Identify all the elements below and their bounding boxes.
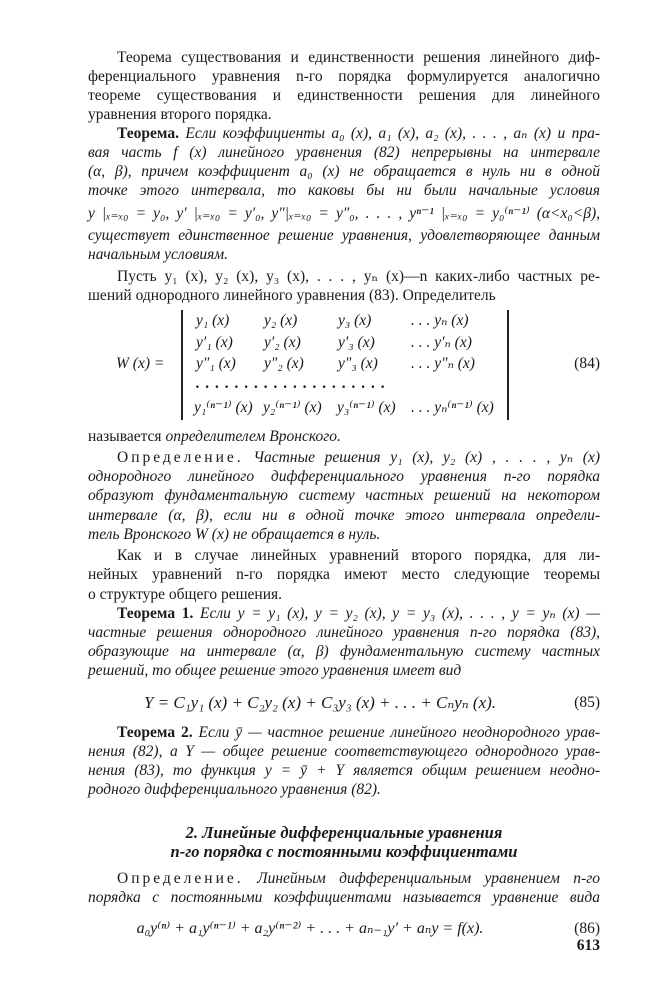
text-line: ференциального уравнения n-го порядка формулируется аналогично — [88, 68, 600, 85]
equation-number: (85) — [574, 694, 600, 711]
wronskian-lhs: W (x) = — [116, 355, 165, 372]
text-line: интервале (α, β), если ни в одной точке этого интервала определи- — [88, 507, 600, 524]
determinant-bar-right — [507, 310, 509, 420]
theorem-text: Если коэффициенты a₀ (x), a₁ (x), a₂ (x), . . . , aₙ (x) и пра- — [185, 125, 601, 142]
heading-line: n-го порядка с постоянными коэффициентами — [170, 842, 518, 861]
matrix-cell: y′₁ (x) — [196, 334, 233, 351]
text-line: решений, то общее решение этого уравнения имеет вид — [88, 662, 462, 679]
text-line: однородного линейного дифференциального уравнения n-го порядка — [88, 468, 600, 485]
equation-number: (86) — [574, 920, 600, 937]
text-line: нения (82), а Y — общее решение соответствующего однородного урав- — [88, 743, 600, 760]
text-line: Теорема существования и единственности решения линейного диф- — [117, 49, 600, 66]
theorem-text: Если y = y₁ (x), y = y₂ (x), y = y₃ (x), . . . , y = yₙ (x) — — [200, 605, 600, 622]
determinant-bar-left — [181, 310, 183, 420]
matrix-cell: y₁ (x) — [196, 312, 230, 329]
matrix-cell: . . . yₙ⁽ⁿ⁻¹⁾ (x) — [411, 399, 494, 416]
text-line: о структуре общего решения. — [88, 586, 282, 603]
definition-label: Определение. — [117, 449, 244, 466]
page-number: 613 — [576, 937, 600, 954]
text-line: (α, β), причем коэффициент a₀ (x) не обращается в нуль ни в одной — [88, 163, 600, 180]
text-line: образующие на интервале (α, β) фундаментальную систему частных — [88, 643, 600, 660]
matrix-cell: y₃ (x) — [338, 312, 372, 329]
matrix-cell: y₂ (x) — [264, 312, 298, 329]
matrix-cell: y′₃ (x) — [338, 334, 375, 351]
text-line: вая часть f (x) линейного уравнения (82) непрерывны на интервале — [88, 144, 600, 161]
definition-label: Определение. — [117, 870, 244, 887]
text-line: существует единственное решение уравнения, удовлетворяющее данным — [88, 227, 600, 244]
initial-conditions-formula: y |ₓ₌ₓ₀ = y₀, y′ |ₓ₌ₓ₀ = y′₀, y″|ₓ₌ₓ₀ = y″₀, . . . , yⁿ⁻¹ |ₓ₌ₓ₀ = y₀⁽ⁿ⁻¹⁾ (α<x₀<β), — [88, 205, 600, 222]
text-line — [117, 448, 600, 468]
text-line — [117, 723, 600, 743]
equation-85: Y = C₁y₁ (x) + C₂y₂ (x) + C₃y₃ (x) + . . . + Cₙyₙ (x). — [143, 693, 497, 712]
called-text: называется — [88, 428, 166, 445]
text-line: шений однородного линейного уравнения (83). Определитель — [88, 287, 496, 304]
theorem-label: Теорема 1. — [117, 605, 194, 622]
theorem-text: Если ȳ — частное решение линейного неоднородного урав- — [198, 724, 600, 741]
theorem-label: Теорема. — [117, 125, 179, 142]
text-line: Пусть y₁ (x), y₂ (x), y₃ (x), . . . , yₙ (x)—n каких-либо частных ре- — [117, 268, 600, 285]
text-line — [117, 869, 600, 889]
matrix-cell: y₁⁽ⁿ⁻¹⁾ (x) — [194, 399, 253, 416]
text-line: нения (83), то функция y = ȳ + Y является общим решением неодно- — [88, 762, 600, 779]
heading-line: 2. Линейные дифференциальные уравнения — [185, 823, 503, 842]
matrix-cell: . . . yₙ (x) — [411, 312, 469, 329]
text-line — [117, 124, 600, 144]
text-line: порядка с постоянными коэффициентами называется уравнение вида — [88, 889, 600, 906]
text-line: начальным условиям. — [88, 246, 229, 263]
text-line: нейных уравнений n-го порядка имеют место следующие теоремы — [88, 566, 600, 583]
matrix-cell: y₂⁽ⁿ⁻¹⁾ (x) — [263, 399, 322, 416]
matrix-cell: y₃⁽ⁿ⁻¹⁾ (x) — [337, 399, 396, 416]
equation-86: a₀y⁽ⁿ⁾ + a₁y⁽ⁿ⁻¹⁾ + a₂y⁽ⁿ⁻²⁾ + . . . + aₙ₋₁y′ + aₙy = f(x). — [136, 920, 484, 937]
matrix-cell: y″₁ (x) — [196, 355, 236, 372]
text-line: частные решения однородного линейного уравнения n-го порядка (83), — [88, 624, 600, 641]
matrix-cell: . . . y′ₙ (x) — [411, 334, 472, 351]
matrix-dots-row: . . . . . . . . . . . . . . . . . . . . — [196, 375, 387, 392]
wronskian-term: определителем Вронского. — [165, 428, 341, 445]
text-line: тель Вронского W (x) не обращается в нуль. — [88, 526, 381, 543]
text-line — [117, 604, 600, 624]
text-line: точке этого интервала, то каковы бы ни были начальные условия — [88, 182, 600, 199]
text-line: уравнения второго порядка. — [88, 106, 272, 123]
text-line: теореме существования и единственности решения для линейного — [88, 87, 600, 104]
text-line: родного дифференциального уравнения (82). — [88, 781, 381, 798]
definition-text: Частные решения y₁ (x), y₂ (x) , . . . , yₙ (x) — [253, 449, 601, 466]
matrix-cell: y″₂ (x) — [264, 355, 304, 372]
text-line: Как и в случае линейных уравнений второго порядка, для ли- — [117, 547, 600, 564]
matrix-cell: . . . y″ₙ (x) — [411, 355, 475, 372]
matrix-cell: y′₂ (x) — [264, 334, 301, 351]
equation-number: (84) — [574, 355, 600, 372]
matrix-cell: y″₃ (x) — [338, 355, 378, 372]
definition-text: Линейным дифференциальным уравнением n-го — [257, 870, 601, 887]
theorem-label: Теорема 2. — [117, 724, 193, 741]
text-line — [88, 427, 600, 447]
text-line: образуют фундаментальную систему частных решений на некотором — [88, 487, 600, 504]
